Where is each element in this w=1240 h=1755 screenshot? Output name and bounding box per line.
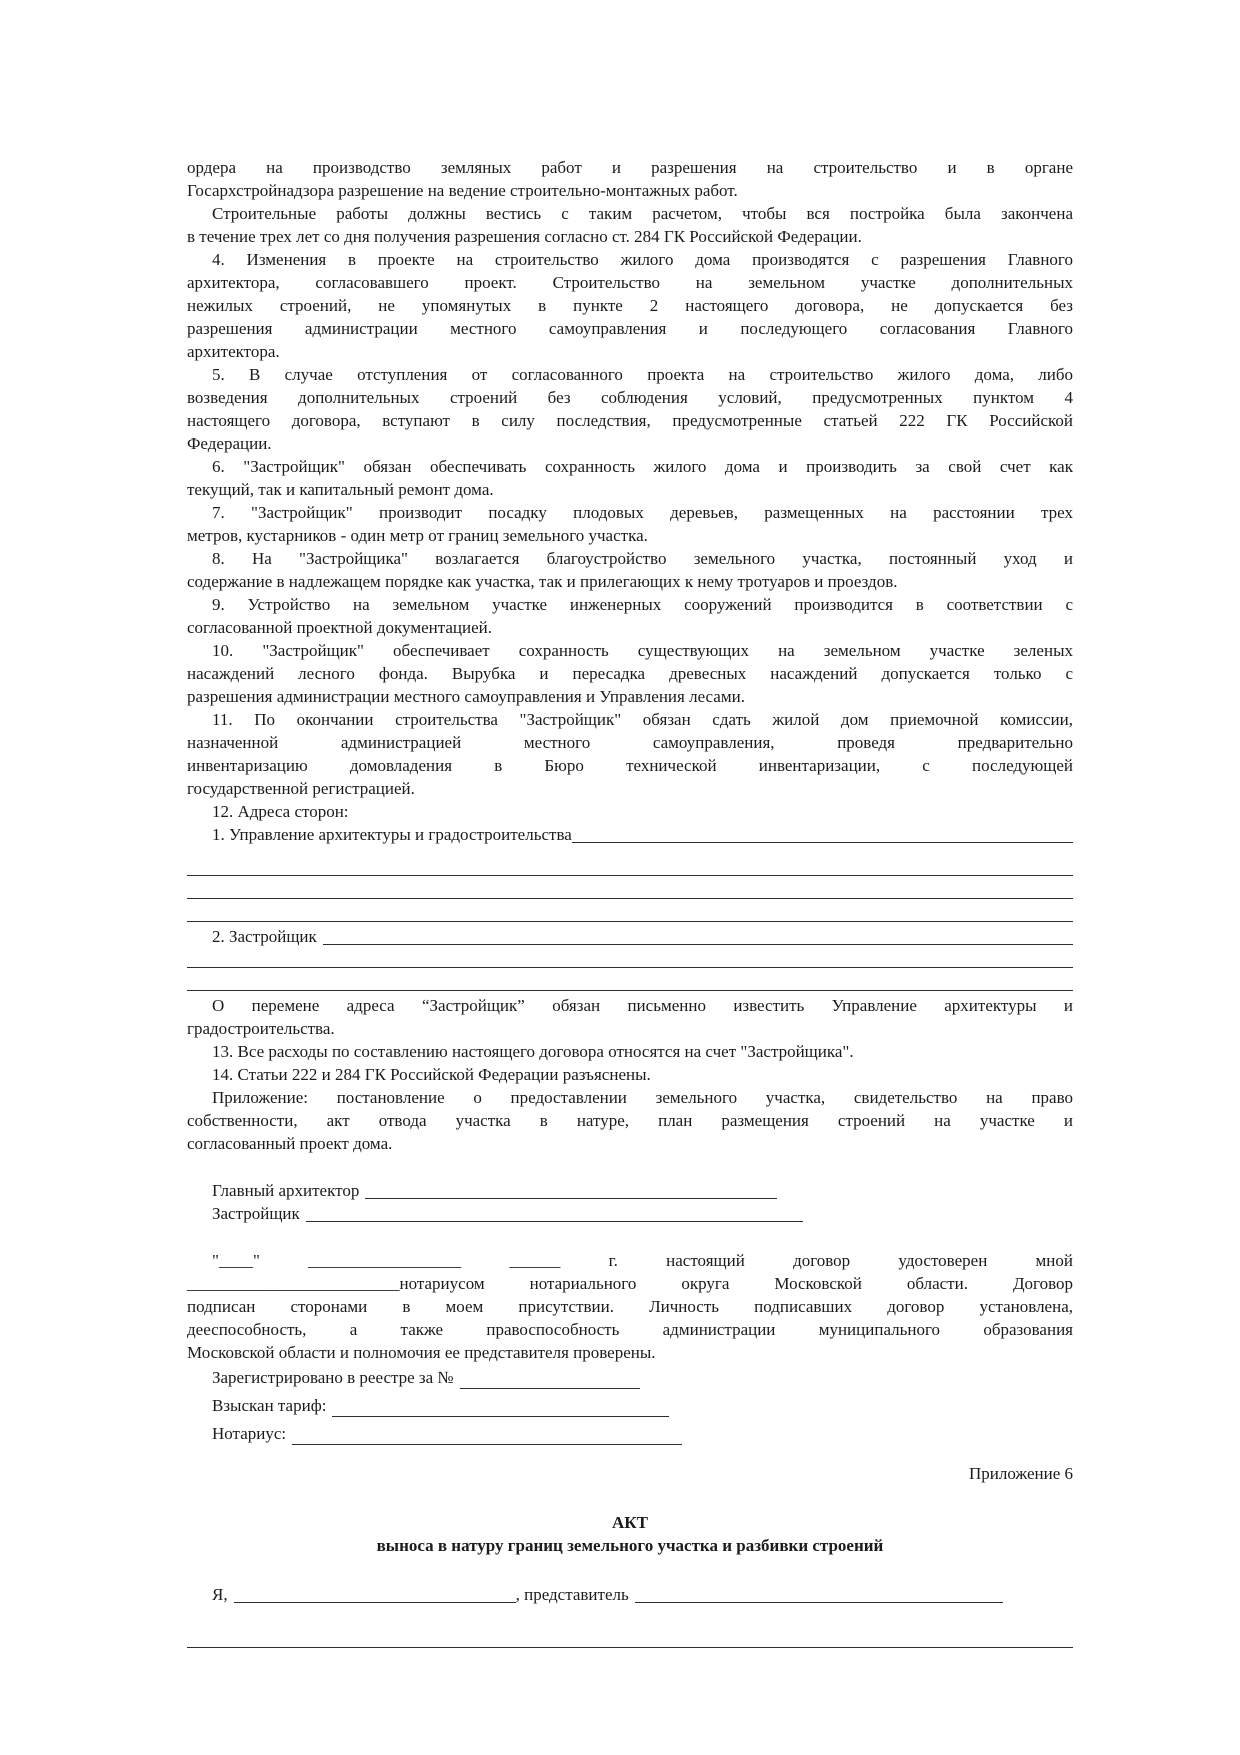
doc-line: архитектора, согласовавшего проект. Строительство на земельном участке дополнительных: [187, 273, 1073, 292]
blank-field-line: [572, 842, 1073, 843]
doc-line: Приложение 6: [969, 1464, 1073, 1483]
doc-line: дееспособность, а также правоспособность администрации муниципального образования: [187, 1320, 1073, 1339]
doc-line: АКТ: [612, 1513, 648, 1532]
doc-line: настоящего договора, вступают в силу последствия, предусмотренные статьей 222 ГК Российской: [187, 411, 1073, 430]
doc-line: насаждений лесного фонда. Вырубка и пересадка древесных насаждений допускается только с: [187, 664, 1073, 683]
doc-line: разрешения администрации местного самоуправления и Управления лесами.: [187, 687, 745, 706]
doc-text: Главный архитектор: [212, 1181, 360, 1200]
doc-line: [187, 902, 1073, 925]
doc-line: согласованной проектной документацией.: [187, 618, 492, 637]
doc-line: 10. "Застройщик" обеспечивает сохранность существующих на земельном участке зеленых: [212, 641, 1073, 660]
blank-field-line: [187, 1647, 1073, 1648]
doc-line: [187, 1179, 1073, 1202]
doc-text: 1. Управление архитектуры и градостроительства: [212, 825, 572, 844]
doc-line: 13. Все расходы по составлению настоящего договора относятся на счет "Застройщика".: [212, 1042, 854, 1061]
blank-field-line: [187, 875, 1073, 876]
blank-field-line: [365, 1198, 777, 1199]
doc-line: 4. Изменения в проекте на строительство жилого дома производятся с разрешения Главного: [212, 250, 1073, 269]
doc-line: содержание в надлежащем порядке как участка, так и прилегающих к нему тротуаров и проездов.: [187, 572, 898, 591]
doc-line: Федерации.: [187, 434, 272, 453]
doc-line: разрешения администрации местного самоуправления и последующего согласования Главного: [187, 319, 1073, 338]
doc-line: "____" __________________ ______ г. настоящий договор удостоверен мной: [212, 1251, 1073, 1270]
doc-line: ордера на производство земляных работ и разрешения на строительство и в органе: [187, 158, 1073, 177]
blank-field-line: [460, 1388, 640, 1389]
blank-field-line: [187, 921, 1073, 922]
doc-line: Строительные работы должны вестись с таким расчетом, чтобы вся постройка была закончена: [212, 204, 1073, 223]
doc-line: выноса в натуру границ земельного участка и разбивки строений: [376, 1536, 884, 1555]
doc-line: государственной регистрацией.: [187, 779, 415, 798]
doc-line: градостроительства.: [187, 1019, 335, 1038]
doc-line: архитектора.: [187, 342, 280, 361]
blank-field-line: [306, 1221, 803, 1222]
doc-line: 5. В случае отступления от согласованного проекта на строительство жилого дома, либо: [212, 365, 1073, 384]
doc-line: [187, 1583, 1073, 1606]
doc-line: 6. "Застройщик" обязан обеспечивать сохранность жилого дома и производить за свой счет как: [212, 457, 1073, 476]
blank-field-line: [332, 1416, 669, 1417]
doc-line: инвентаризацию домовладения в Бюро технической инвентаризации, с последующей: [187, 756, 1073, 775]
doc-line: [187, 1202, 1073, 1225]
doc-line: возведения дополнительных строений без соблюдения условий, предусмотренных пунктом 4: [187, 388, 1073, 407]
doc-line: 7. "Застройщик" производит посадку плодовых деревьев, размещенных на расстоянии трех: [212, 503, 1073, 522]
blank-field-line: [292, 1444, 682, 1445]
blank-field-line: [187, 898, 1073, 899]
doc-line: Московской области и полномочия ее представителя проверены.: [187, 1343, 656, 1362]
doc-line: текущий, так и капитальный ремонт дома.: [187, 480, 494, 499]
doc-line: собственности, акт отвода участка в натуре, план размещения строений на участке и: [187, 1111, 1073, 1130]
doc-line: 12. Адреса сторон:: [212, 802, 349, 821]
doc-line: согласованный проект дома.: [187, 1134, 393, 1153]
doc-line: [187, 1392, 1073, 1420]
doc-text: Зарегистрировано в реестре за №: [212, 1368, 454, 1387]
doc-line: [187, 879, 1073, 902]
doc-line: [187, 948, 1073, 971]
document-body: [187, 156, 1073, 1651]
blank-field-line: [323, 944, 1073, 945]
doc-line: Госархстройнадзора разрешение на ведение строительно-монтажных работ.: [187, 181, 738, 200]
doc-line: назначенной администрацией местного самоуправления, проведя предварительно: [187, 733, 1073, 752]
blank-field-line: [187, 967, 1073, 968]
blank-field-line: [234, 1602, 516, 1603]
doc-line: метров, кустарников - один метр от границ земельного участка.: [187, 526, 648, 545]
doc-line: Приложение: постановление о предоставлении земельного участка, свидетельство на право: [212, 1088, 1073, 1107]
doc-line: 11. По окончании строительства "Застройщик" обязан сдать жилой дом приемочной комиссии,: [212, 710, 1073, 729]
blank-field-line: [187, 990, 1073, 991]
doc-text: Нотариус:: [212, 1424, 287, 1443]
doc-text: Взыскан тариф:: [212, 1396, 327, 1415]
doc-line: О перемене адреса “Застройщик” обязан письменно известить Управление архитектуры и: [212, 996, 1073, 1015]
doc-line: 8. На "Застройщика" возлагается благоустройство земельного участка, постоянный уход и: [212, 549, 1073, 568]
doc-text: 2. Застройщик: [212, 927, 317, 946]
doc-text: Застройщик: [212, 1204, 300, 1223]
doc-line: [187, 971, 1073, 994]
doc-line: 9. Устройство на земельном участке инженерных сооружений производится в соответствии с: [212, 595, 1073, 614]
doc-line: [187, 1364, 1073, 1392]
doc-line: [187, 856, 1073, 879]
doc-line: подписан сторонами в моем присутствии. Личность подписавших договор установлена,: [187, 1297, 1073, 1316]
doc-line: [187, 823, 1073, 846]
doc-text: Я,: [212, 1585, 228, 1604]
doc-line: в течение трех лет со дня получения разрешения согласно ст. 284 ГК Российской Федерации.: [187, 227, 862, 246]
doc-line: нежилых строений, не упомянутых в пункте 2 настоящего договора, не допускается без: [187, 296, 1073, 315]
doc-line: _________________________нотариусом нотариального округа Московской области. Договор: [187, 1274, 1073, 1293]
doc-text: , представитель: [515, 1585, 629, 1604]
doc-line: 14. Статьи 222 и 284 ГК Российской Федерации разъяснены.: [212, 1065, 651, 1084]
doc-line: [187, 1628, 1073, 1651]
doc-line: [187, 1420, 1073, 1448]
blank-field-line: [635, 1602, 1003, 1603]
doc-line: [187, 925, 1073, 948]
